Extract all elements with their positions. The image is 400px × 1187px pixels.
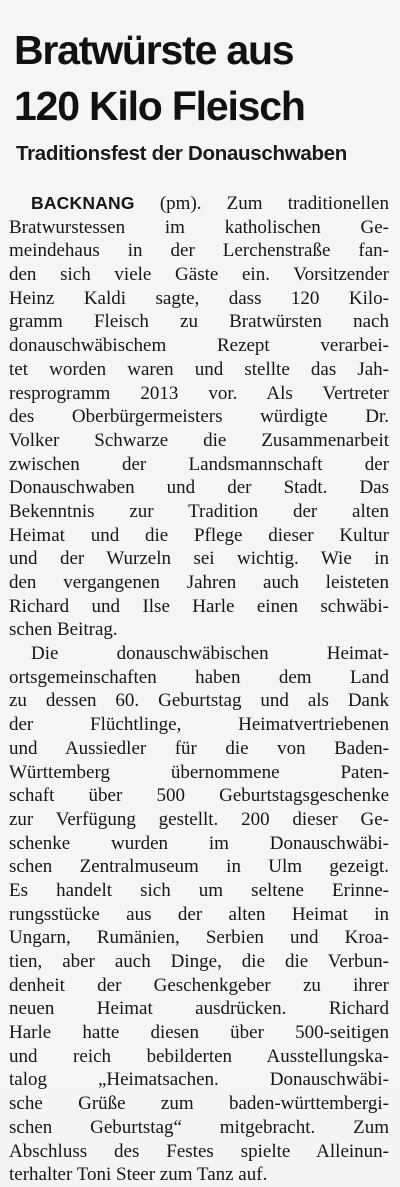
article-line: den sich viele Gäste ein. Vorsitzender <box>9 264 389 286</box>
article-line-text: (pm). Zum traditionellen <box>134 193 389 214</box>
article-line: schenke wurden im Donauschwäbi- <box>9 832 389 854</box>
article-line: donauschwäbischem Rezept verarbei- <box>9 335 389 357</box>
article-line: der Flüchtlinge, Heimatvertriebenen <box>9 714 389 736</box>
article-line: Die donauschwäbischen Heimat- <box>31 643 389 665</box>
article-line: Es handelt sich um seltene Erinne- <box>9 879 389 901</box>
headline <box>14 22 394 134</box>
article-line: meindehaus in der Lerchenstraße fan- <box>9 240 389 262</box>
article-line: Donauschwaben und der Stadt. Das <box>9 477 389 499</box>
article-line: zwischen der Landsmannschaft der <box>9 453 389 475</box>
article-line: den vergangenen Jahren auch leisteten <box>9 572 389 593</box>
article-line: tet worden waren und stellte das Jah- <box>9 358 389 380</box>
article-line: Bratwurstessen im katholischen Ge- <box>9 216 389 238</box>
subheadline: Traditionsfest der Donauschwaben <box>16 142 347 165</box>
article-line: schaft über 500 Geburtstagsgeschenke <box>9 785 389 807</box>
article-line: neuen Heimat ausdrücken. Richard <box>9 998 389 1020</box>
article-line <box>9 192 389 216</box>
article-line: Harle hatte diesen über 500-seitigen <box>9 1022 389 1044</box>
article-line: und Aussiedler für die von Baden- <box>9 737 389 759</box>
article-line: schen Geburtstag“ mitgebracht. Zum <box>9 1116 389 1138</box>
article-line: Volker Schwarze die Zusammenarbeit <box>9 429 389 451</box>
article-line: sche Grüße zum baden-württembergi- <box>9 1093 389 1115</box>
article-line: schen Zentralmuseum in Ulm gezeigt. <box>9 856 389 878</box>
article-line: gramm Fleisch zu Bratwürsten nach <box>9 311 389 333</box>
article-line: denheit der Geschenkgeber zu ihrer <box>9 974 389 996</box>
dateline: BACKNANG <box>31 193 135 213</box>
article-line: Württemberg übernommene Paten- <box>9 761 389 783</box>
article-line: resprogramm 2013 vor. Als Vertreter <box>9 382 389 404</box>
headline-line-1: Bratwürste aus <box>14 27 294 73</box>
article-body <box>9 192 389 1187</box>
article-line: zu dessen 60. Geburtstag und als Dank <box>9 690 389 712</box>
article-line: zur Verfügung gestellt. 200 dieser Ge- <box>9 808 389 830</box>
article-line: schen Beitrag. <box>9 619 118 641</box>
article-line: Ungarn, Rumänien, Serbien und Kroa- <box>9 927 389 949</box>
article-line: des Oberbürgermeisters würdigte Dr. <box>9 406 389 428</box>
article-line: Heinz Kaldi sagte, dass 120 Kilo- <box>9 287 389 309</box>
headline-line-2: 120 Kilo Fleisch <box>14 83 305 129</box>
article-line: Richard und Ilse Harle einen schwäbi- <box>9 595 389 617</box>
article-line: und reich bebilderten Ausstellungska- <box>9 1045 389 1067</box>
article-line: terhalter Toni Steer zum Tanz auf. <box>9 1164 268 1186</box>
article-line: ortsgemeinschaften haben dem Land <box>9 666 389 688</box>
article-line: Bekenntnis zur Tradition der alten <box>9 500 389 522</box>
article-line: Heimat und die Pflege dieser Kultur <box>9 524 389 546</box>
article-line: rungsstücke aus der alten Heimat in <box>9 903 389 925</box>
article-line: talog „Heimatsachen. Donauschwäbi- <box>9 1069 389 1091</box>
article-line: tien, aber auch Dinge, die die Verbun- <box>9 951 389 972</box>
article-line: und der Wurzeln sei wichtig. Wie in <box>9 548 389 570</box>
article-line: Abschluss des Festes spielte Alleinun- <box>9 1140 389 1162</box>
